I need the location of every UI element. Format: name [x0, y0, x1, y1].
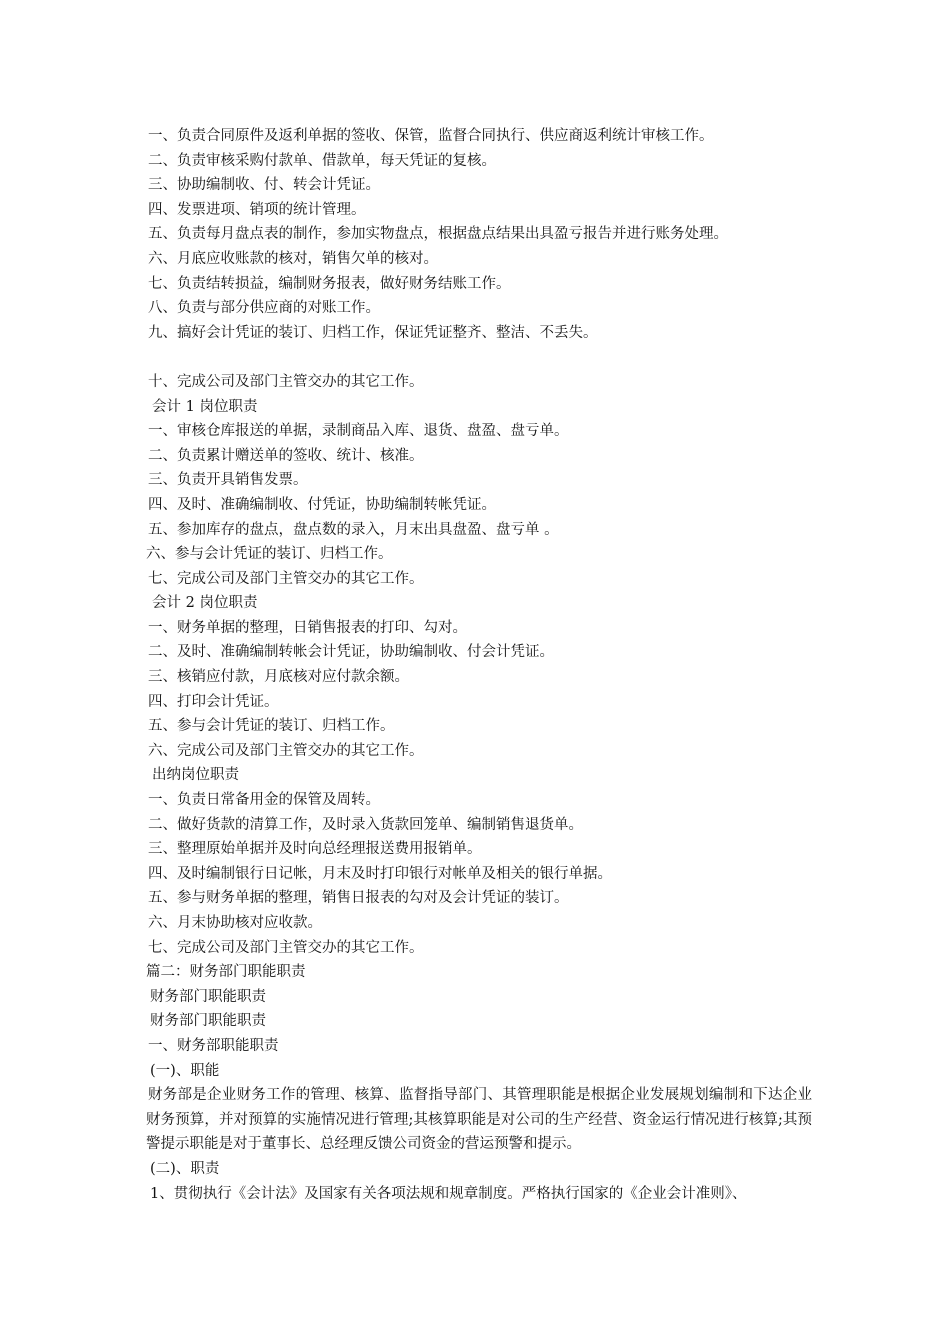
text-line: 三、负责开具销售发票。 [148, 472, 308, 489]
section-heading: 会计 1 岗位职责 [152, 398, 258, 415]
text-line: 二、做好货款的清算工作，及时录入货款回笼单、编制销售退货单。 [148, 816, 583, 833]
section-heading: 出纳岗位职责 [152, 767, 239, 784]
text-line: 二、负责累计赠送单的签收、统计、核准。 [148, 447, 424, 464]
text-line: 七、完成公司及部门主管交办的其它工作。 [148, 570, 424, 587]
blank-line [146, 345, 812, 370]
text-line: 五、参加库存的盘点，盘点数的录入，月末出具盘盈、盘亏单 。 [148, 521, 559, 538]
text-line: 十、完成公司及部门主管交办的其它工作。 [148, 373, 424, 390]
text-line: 七、负责结转损益，编制财务报表，做好财务结账工作。 [148, 275, 511, 292]
text-line: (一)、职能 [150, 1062, 220, 1079]
text-line: 四、及时、准确编制收、付凭证，协助编制转帐凭证。 [148, 496, 496, 513]
text-line: 三、核销应付款，月底核对应付款余额。 [148, 669, 409, 686]
text-line: 二、及时、准确编制转帐会计凭证，协助编制收、付会计凭证。 [148, 644, 554, 661]
text-line: 六、完成公司及部门主管交办的其它工作。 [148, 742, 424, 759]
text-line: 六、月末协助核对应收款。 [148, 915, 322, 931]
text-line: (二)、职责 [150, 1160, 220, 1177]
text-line: 五、参与会计凭证的装订、归档工作。 [148, 718, 395, 735]
section-heading: 财务部门职能职责 [150, 1013, 266, 1030]
text-line: 五、负责每月盘点表的制作，参加实物盘点，根据盘点结果出具盈亏报告并进行账务处理。 [148, 226, 728, 243]
text-line: 八、负责与部分供应商的对账工作。 [148, 300, 380, 317]
text-line: 一、审核仓库报送的单据，录制商品入库、退货、盘盈、盘亏单。 [148, 423, 569, 440]
text-line: 一、财务部职能职责 [148, 1037, 279, 1054]
text-line: 三、协助编制收、付、转会计凭证。 [148, 177, 380, 194]
text-line: 六、参与会计凭证的装订、归档工作。 [146, 546, 393, 563]
text-line: 五、参与财务单据的整理，销售日报表的勾对及会计凭证的装订。 [148, 890, 569, 907]
text-line: 二、负责审核采购付款单、借款单，每天凭证的复核。 [148, 152, 496, 169]
document-body [146, 124, 812, 1206]
text-line: 一、负责日常备用金的保管及周转。 [148, 792, 380, 809]
section-heading: 财务部门职能职责 [150, 988, 266, 1005]
text-line: 1、贯彻执行《会计法》及国家有关各项法规和规章制度。严格执行国家的《企业会计准则》、 [150, 1185, 747, 1202]
text-line: 一、财务单据的整理，日销售报表的打印、勾对。 [148, 619, 467, 636]
text-line: 四、发票进项、销项的统计管理。 [148, 201, 366, 218]
text-line: 九、搞好会计凭证的装订、归档工作，保证凭证整齐、整洁、不丢失。 [148, 324, 598, 341]
text-line: 三、整理原始单据并及时向总经理报送费用报销单。 [148, 841, 482, 858]
section-heading: 会计 2 岗位职责 [152, 595, 258, 612]
text-line: 四、打印会计凭证。 [148, 693, 279, 710]
text-line: 一、负责合同原件及返利单据的签收、保管，监督合同执行、供应商返利统计审核工作。 [148, 128, 714, 144]
text-line: 七、完成公司及部门主管交办的其它工作。 [148, 939, 424, 956]
paragraph: 财务部是企业财务工作的管理、核算、监督指导部门、其管理职能是根据企业发展规划编制和下达企业财务预算，并对预算的实施情况进行管理;其核算职能是对公司的生产经营、资金运行情况进行核算;其预警提示职能是对于董事长、总经理反馈公司资金的营运预警和提示。 [146, 1087, 812, 1153]
chapter-heading: 篇二：财务部门职能职责 [146, 964, 306, 981]
text-line: 四、及时编制银行日记帐，月末及时打印银行对帐单及相关的银行单据。 [148, 865, 612, 882]
text-line: 六、月底应收账款的核对，销售欠单的核对。 [148, 250, 438, 267]
